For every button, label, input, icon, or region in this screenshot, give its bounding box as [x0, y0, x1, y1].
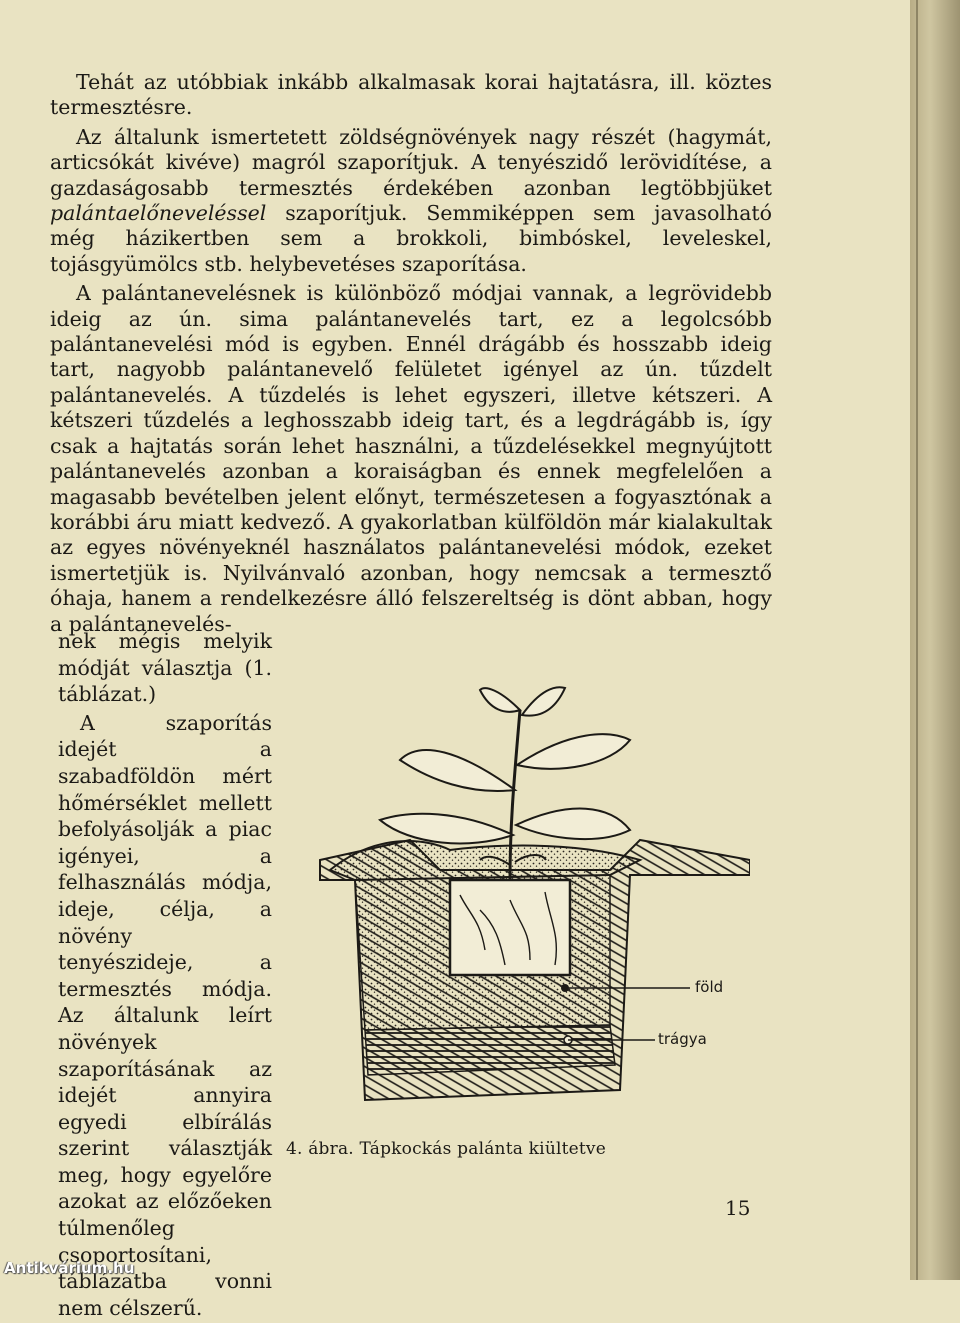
paragraph-2 — [50, 125, 772, 277]
narrow-paragraph-1: nek mégis melyik módját választja (1. táblázat.) — [58, 629, 272, 707]
manure-label: trágya — [658, 1030, 707, 1048]
soil-label: föld — [695, 978, 724, 996]
seedling-illustration — [310, 670, 750, 1120]
figure-caption: 4. ábra. Tápkockás palánta kiültetve — [286, 1139, 606, 1159]
page-edge — [910, 0, 960, 1280]
page-number: 15 — [725, 1196, 751, 1220]
paragraph-1: Tehát az utóbbiak inkább alkalmasak korai hajtatásra, ill. köztes termesztésre. — [50, 70, 772, 120]
narrow-column — [58, 628, 272, 1323]
paragraph-2-italic: palántaelőneveléssel — [50, 201, 267, 226]
watermark: Antikvárium.hu — [4, 1259, 135, 1277]
narrow-paragraph-2: A szaporítás idejét a szabadföldön mért hőmérséklet mellett befolyásolják a piac igényei, a felhasználás módja, ideje, célja, a növény tenyészideje, a termesztés módja. Az általunk leírt növények szaporításának az idejét annyira egyedi elbírálás szerint választják meg, hogy egyelőre azokat az előzőeken túlmenőleg csoportosítani, táblázatba vonni nem célszerű. — [58, 710, 272, 1320]
seedling-drawing — [310, 670, 750, 1120]
paragraph-2-start: Az általunk ismertetett zöldségnövények nagy részét (hagymát, articsókát kivéve) magról szaporítjuk. A tenyészidő lerövidítése, a gazdaságosabb termesztés érdekében azonban legtöbbjüket — [50, 124, 772, 200]
paragraph-3: A palántanevelésnek is különböző módjai vannak, a legrövidebb ideig az ún. sima palántanevelés tart, ez a legolcsóbb palántanevelési mód is egyben. Ennél drágább és hosszabb ideig tart, nagyobb palántanevelő felületet igényel az ún. tűzdelt palántanevelés. A tűzdelés is lehet egyszeri, illetve kétszeri. A kétszeri tűzdelés a leghosszabb ideig tart, és a legdrágább is, így csak a hajtatás során lehet használni, a tűzdelésekkel megnyújtott palántanevelés azonban a koraiságban és ennek megfelelően a magasabb bevételben jelent előnyt, természetesen a fogyasztónak a korábbi áru miatt kedvező. A gyakorlatban külföldön már kialakultak az egyes növényeknél használatos palántanevelési módok, ezeket ismertetjük is. Nyilvánvaló azonban, hogy nemcsak a termesztő óhaja, hanem a rendelkezésre álló felszereltség is dönt abban, hogy a palántanevelés- — [50, 281, 772, 636]
main-text — [50, 70, 772, 641]
paragraph-2-end: szaporítjuk. Semmiképpen sem javasolható még házikertben sem a brokkoli, bimbóskel, leveleskel, tojásgyümölcs stb. helybevetéses szaporítása. — [50, 201, 772, 276]
